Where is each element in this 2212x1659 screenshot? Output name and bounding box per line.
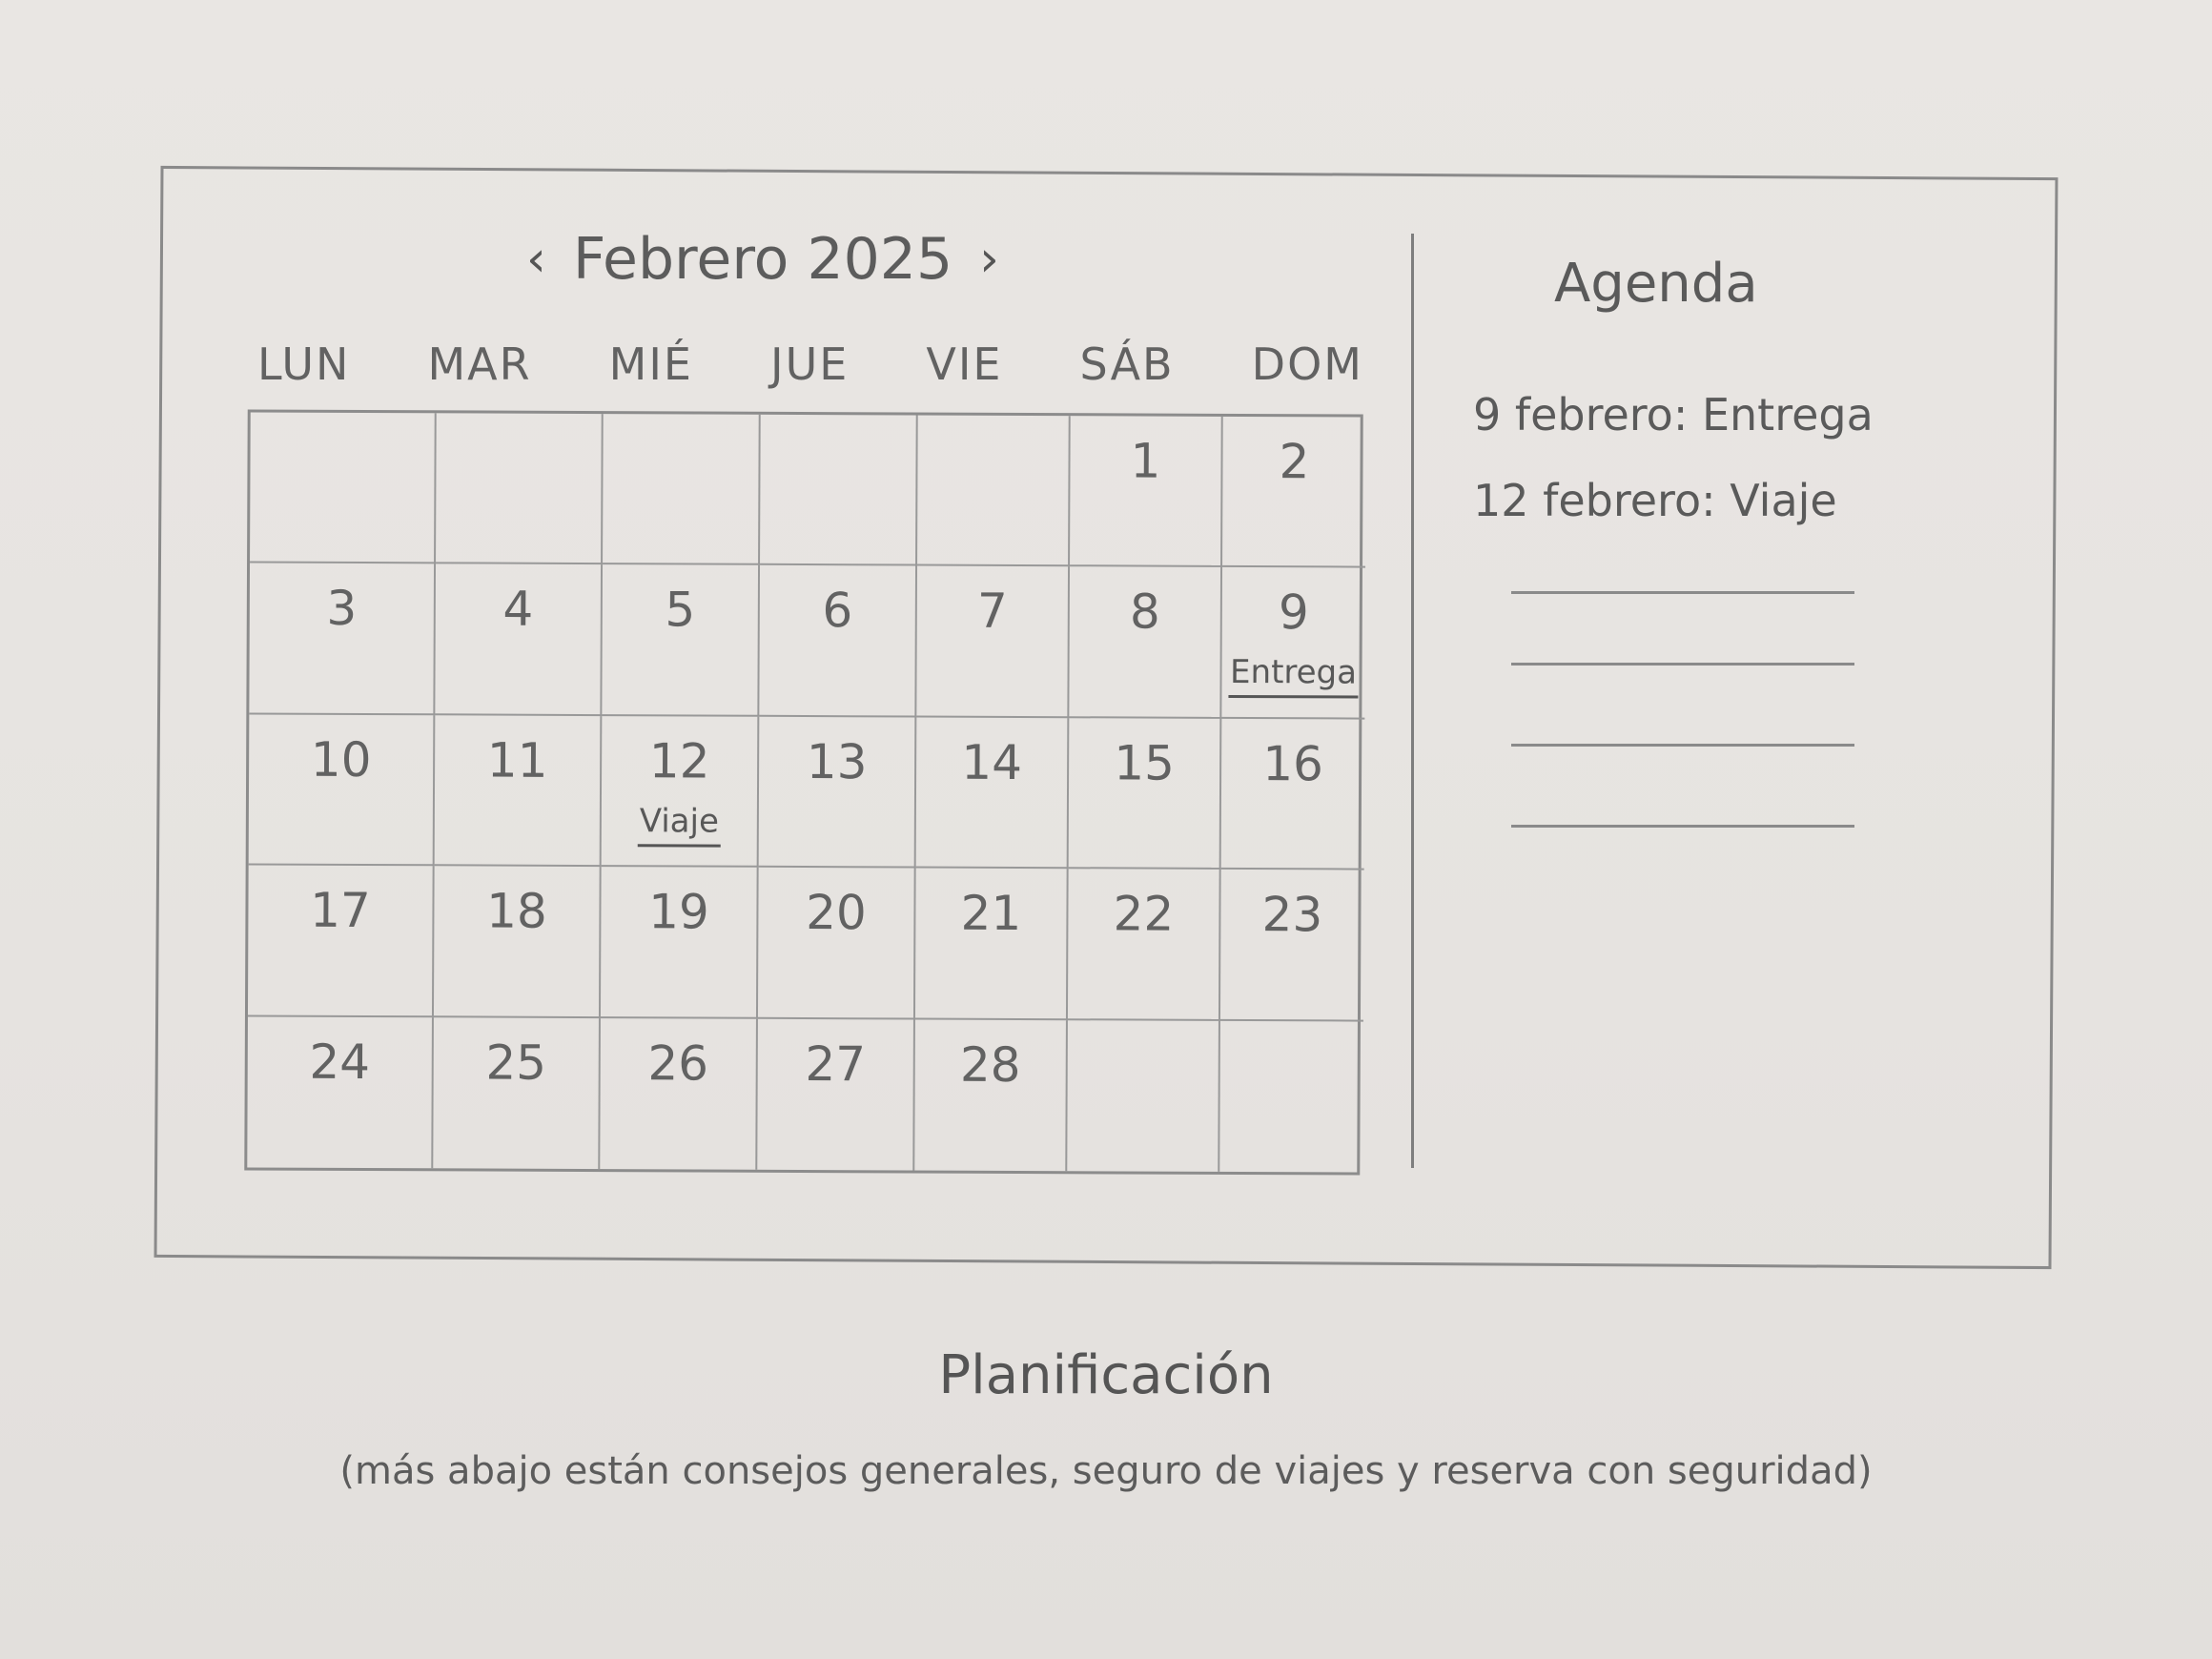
day-number [761,432,916,433]
day-number: 28 [959,1036,1021,1093]
calendar-day-cell[interactable] [1070,416,1223,567]
day-number: 26 [647,1034,709,1092]
agenda-empty-line[interactable] [1511,744,1854,747]
next-month-button[interactable]: › [979,231,999,288]
day-number: 5 [665,582,696,638]
day-number: 22 [1113,886,1175,942]
calendar-day-cell[interactable] [601,867,759,1018]
calendar-day-cell[interactable] [917,416,1071,567]
day-number: 4 [502,582,534,638]
day-number [437,430,602,431]
day-number: 12 [648,733,710,789]
calendar-event[interactable] [1221,653,1364,692]
calendar-day-cell[interactable] [1221,719,1365,870]
calendar-day-cell[interactable] [1219,1021,1363,1173]
calendar-day-cell[interactable] [915,869,1069,1020]
calendar-day-cell[interactable] [247,1016,434,1168]
day-number [251,429,435,430]
day-number: 13 [806,733,868,790]
calendar-day-cell[interactable] [914,1019,1068,1171]
calendar-day-cell[interactable] [249,563,436,715]
calendar-day-cell[interactable] [435,564,603,716]
footer-title: Planificación [938,1344,1274,1406]
calendar-day-cell[interactable] [435,715,603,867]
day-number: 24 [309,1034,371,1090]
footer-note: (más abajo están consejos generales, seguro de viajes y reserva con seguridad) [339,1449,1873,1493]
day-number: 8 [1129,584,1160,641]
day-number: 20 [806,885,867,941]
day-number: 3 [326,581,358,637]
day-number: 17 [310,882,371,939]
panel-divider [1411,234,1414,1168]
agenda-item[interactable]: 9 febrero: Entrega [1473,389,1874,440]
calendar-day-cell[interactable] [433,1017,601,1169]
calendar-day-cell[interactable] [1067,1020,1220,1172]
calendar-event-label: Entrega [1228,653,1359,699]
day-number: 15 [1114,735,1176,791]
agenda-empty-line[interactable] [1511,591,1854,594]
calendar-day-cell[interactable] [1069,567,1222,719]
calendar-day-cell[interactable] [1068,869,1221,1020]
day-number: 6 [822,583,853,639]
agenda-item[interactable]: 12 febrero: Viaje [1473,475,1837,526]
day-number: 1 [1130,433,1161,489]
calendar-day-cell[interactable] [1222,417,1366,568]
agenda-title: Agenda [1554,253,1758,315]
calendar-day-cell[interactable] [602,716,760,868]
calendar-day-cell[interactable] [250,412,437,563]
weekday-label: SÁB [1079,338,1175,390]
day-number: 23 [1261,887,1323,943]
day-number [1220,1038,1363,1039]
calendar-day-cell[interactable] [916,717,1070,869]
month-title: Febrero 2025 [572,226,953,293]
calendar-event-label: Viaje [638,802,721,847]
day-number [1068,1037,1219,1038]
day-number: 19 [648,884,709,940]
calendar-day-cell[interactable] [1220,870,1364,1021]
calendar-day-cell[interactable] [916,566,1070,718]
weekday-label: DOM [1251,338,1363,390]
day-number: 7 [976,584,1008,640]
calendar-day-cell[interactable] [436,413,604,564]
day-number: 27 [805,1035,867,1092]
weekday-label: LUN [257,338,351,390]
calendar-day-cell[interactable] [758,868,916,1019]
calendar-day-cell[interactable] [759,717,917,869]
prev-month-button[interactable]: ‹ [526,231,546,288]
calendar-day-cell[interactable] [760,415,918,566]
calendar-day-cell[interactable] [1221,567,1365,719]
calendar-day-cell[interactable] [600,1018,758,1170]
calendar-day-cell[interactable] [249,714,436,866]
calendar-day-cell[interactable] [248,866,435,1017]
weekday-label: MIÉ [608,338,693,390]
day-number: 11 [486,732,548,789]
day-number: 21 [960,885,1022,942]
calendar-grid [244,409,1362,1175]
day-number: 14 [961,734,1023,790]
day-number: 9 [1278,584,1309,641]
day-number: 18 [486,883,547,940]
weekday-label: JUE [770,338,850,390]
calendar-day-cell[interactable] [757,1018,915,1170]
day-number: 25 [485,1034,547,1091]
weekday-label: MAR [427,338,532,390]
day-number: 10 [310,731,372,788]
calendar-day-cell[interactable] [1069,718,1222,870]
calendar-day-cell[interactable] [603,414,761,565]
day-number: 16 [1262,735,1324,792]
calendar-day-cell[interactable] [434,866,602,1017]
agenda-empty-line[interactable] [1511,825,1854,828]
calendar-day-cell[interactable] [759,565,917,717]
weekday-label: VIE [926,338,1003,390]
agenda-empty-line[interactable] [1511,663,1854,666]
day-number [604,431,759,432]
calendar-day-cell[interactable] [602,564,760,716]
month-navigation [496,221,1030,297]
day-number: 2 [1279,434,1310,490]
agenda-list [1473,381,1950,553]
calendar-event[interactable] [602,802,757,841]
weekday-header [257,338,1363,405]
day-number [918,433,1069,434]
